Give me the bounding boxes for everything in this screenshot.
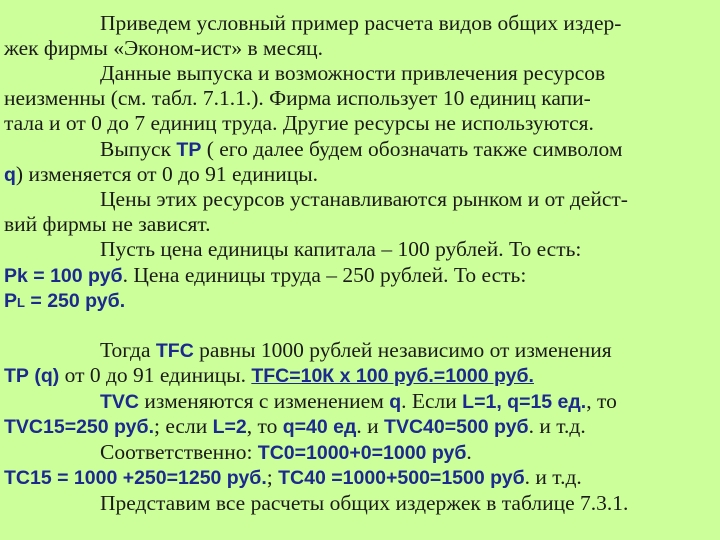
highlight-term: L=2	[212, 416, 247, 438]
text-run: Данные выпуска и возможности привлечения ресурсов	[100, 61, 606, 85]
text-run: неизменны (см. табл. 7.1.1.). Фирма использует 10 единиц капи-	[4, 86, 591, 110]
text-run: . и т.д.	[528, 414, 586, 438]
highlight-term: Pk = 100 руб	[4, 265, 123, 287]
text-run: , то	[586, 389, 617, 413]
text-line	[0, 262, 720, 289]
text-line	[0, 388, 720, 415]
text-line	[0, 413, 720, 440]
text-run: .	[466, 440, 472, 464]
text-run: ;	[266, 465, 279, 489]
text-line	[0, 236, 720, 262]
text-line	[0, 35, 720, 61]
text-run: . Если	[401, 389, 463, 413]
text-run: Выпуск	[100, 137, 177, 161]
text-run: Тогда	[100, 338, 156, 362]
text-run: Представим все расчеты общих издержек в таблице 7.3.1.	[100, 491, 629, 515]
highlight-term: TFC	[155, 340, 194, 362]
text-run: . и	[356, 414, 385, 438]
highlight-term: L=1, q=15 ед.	[462, 391, 587, 413]
highlight-term: = 250 руб.	[24, 290, 126, 312]
text-run: от 0 до 91 единицы.	[59, 363, 252, 387]
text-run: , то	[246, 414, 283, 438]
text-line	[0, 464, 720, 491]
text-line	[0, 362, 720, 389]
text-line	[0, 161, 720, 188]
text-run: . Цена единицы труда – 250 рублей. То есть:	[122, 263, 527, 287]
highlight-term: ТС15 = 1000 +250=1250 руб.	[4, 467, 267, 489]
text-run: Приведем условный пример расчета видов общих издер-	[100, 11, 622, 35]
text-line	[0, 10, 720, 36]
highlight-term: P	[4, 290, 18, 312]
text-line	[0, 490, 720, 516]
text-run: жек фирмы «Эконом-ист» в месяц.	[4, 36, 323, 60]
text-line	[0, 136, 720, 163]
text-run: равны 1000 рублей независимо от изменения	[193, 338, 612, 362]
text-run: изменяются с изменением	[139, 389, 390, 413]
text-run: Цены этих ресурсов устанавливаются рынком и от дейст-	[100, 187, 628, 211]
text-run: вий фирмы не зависят.	[4, 212, 211, 236]
text-line	[0, 186, 720, 212]
highlight-term: L	[17, 295, 25, 310]
highlight-term: TVC40=500 руб	[384, 416, 529, 438]
text-run: . и т.д.	[524, 465, 582, 489]
text-run: ; если	[154, 414, 213, 438]
text-run: ) изменяется от 0 до 91 единицы.	[15, 162, 319, 186]
highlight-term: ТС40 =1000+500=1500 руб	[278, 467, 525, 489]
highlight-term: ТР	[176, 139, 202, 161]
highlight-term: ТС0=1000+0=1000 руб	[257, 442, 467, 464]
text-line	[0, 287, 720, 316]
highlight-term: ТР (q)	[4, 365, 60, 387]
text-line	[0, 60, 720, 86]
text-run: ( его далее будем обозначать также символом	[201, 137, 623, 161]
text-line	[0, 211, 720, 237]
text-run: Пусть цена единицы капитала – 100 рублей. То есть:	[100, 237, 582, 261]
text-line	[0, 439, 720, 466]
text-line	[0, 85, 720, 111]
highlight-term: q	[4, 164, 16, 186]
highlight-term: q=40 ед	[282, 416, 357, 438]
text-run: тала и от 0 до 7 единиц труда. Другие ресурсы не используются.	[4, 111, 594, 135]
text-run: Соответственно:	[100, 440, 258, 464]
text-line	[0, 337, 720, 364]
highlight-term: TVC15=250 руб.	[4, 416, 154, 438]
highlight-term: q	[389, 391, 402, 413]
highlight-formula: TFC=10К х 100 руб.=1000 руб.	[251, 365, 534, 387]
highlight-term: TVC	[100, 391, 139, 413]
text-line	[0, 110, 720, 136]
